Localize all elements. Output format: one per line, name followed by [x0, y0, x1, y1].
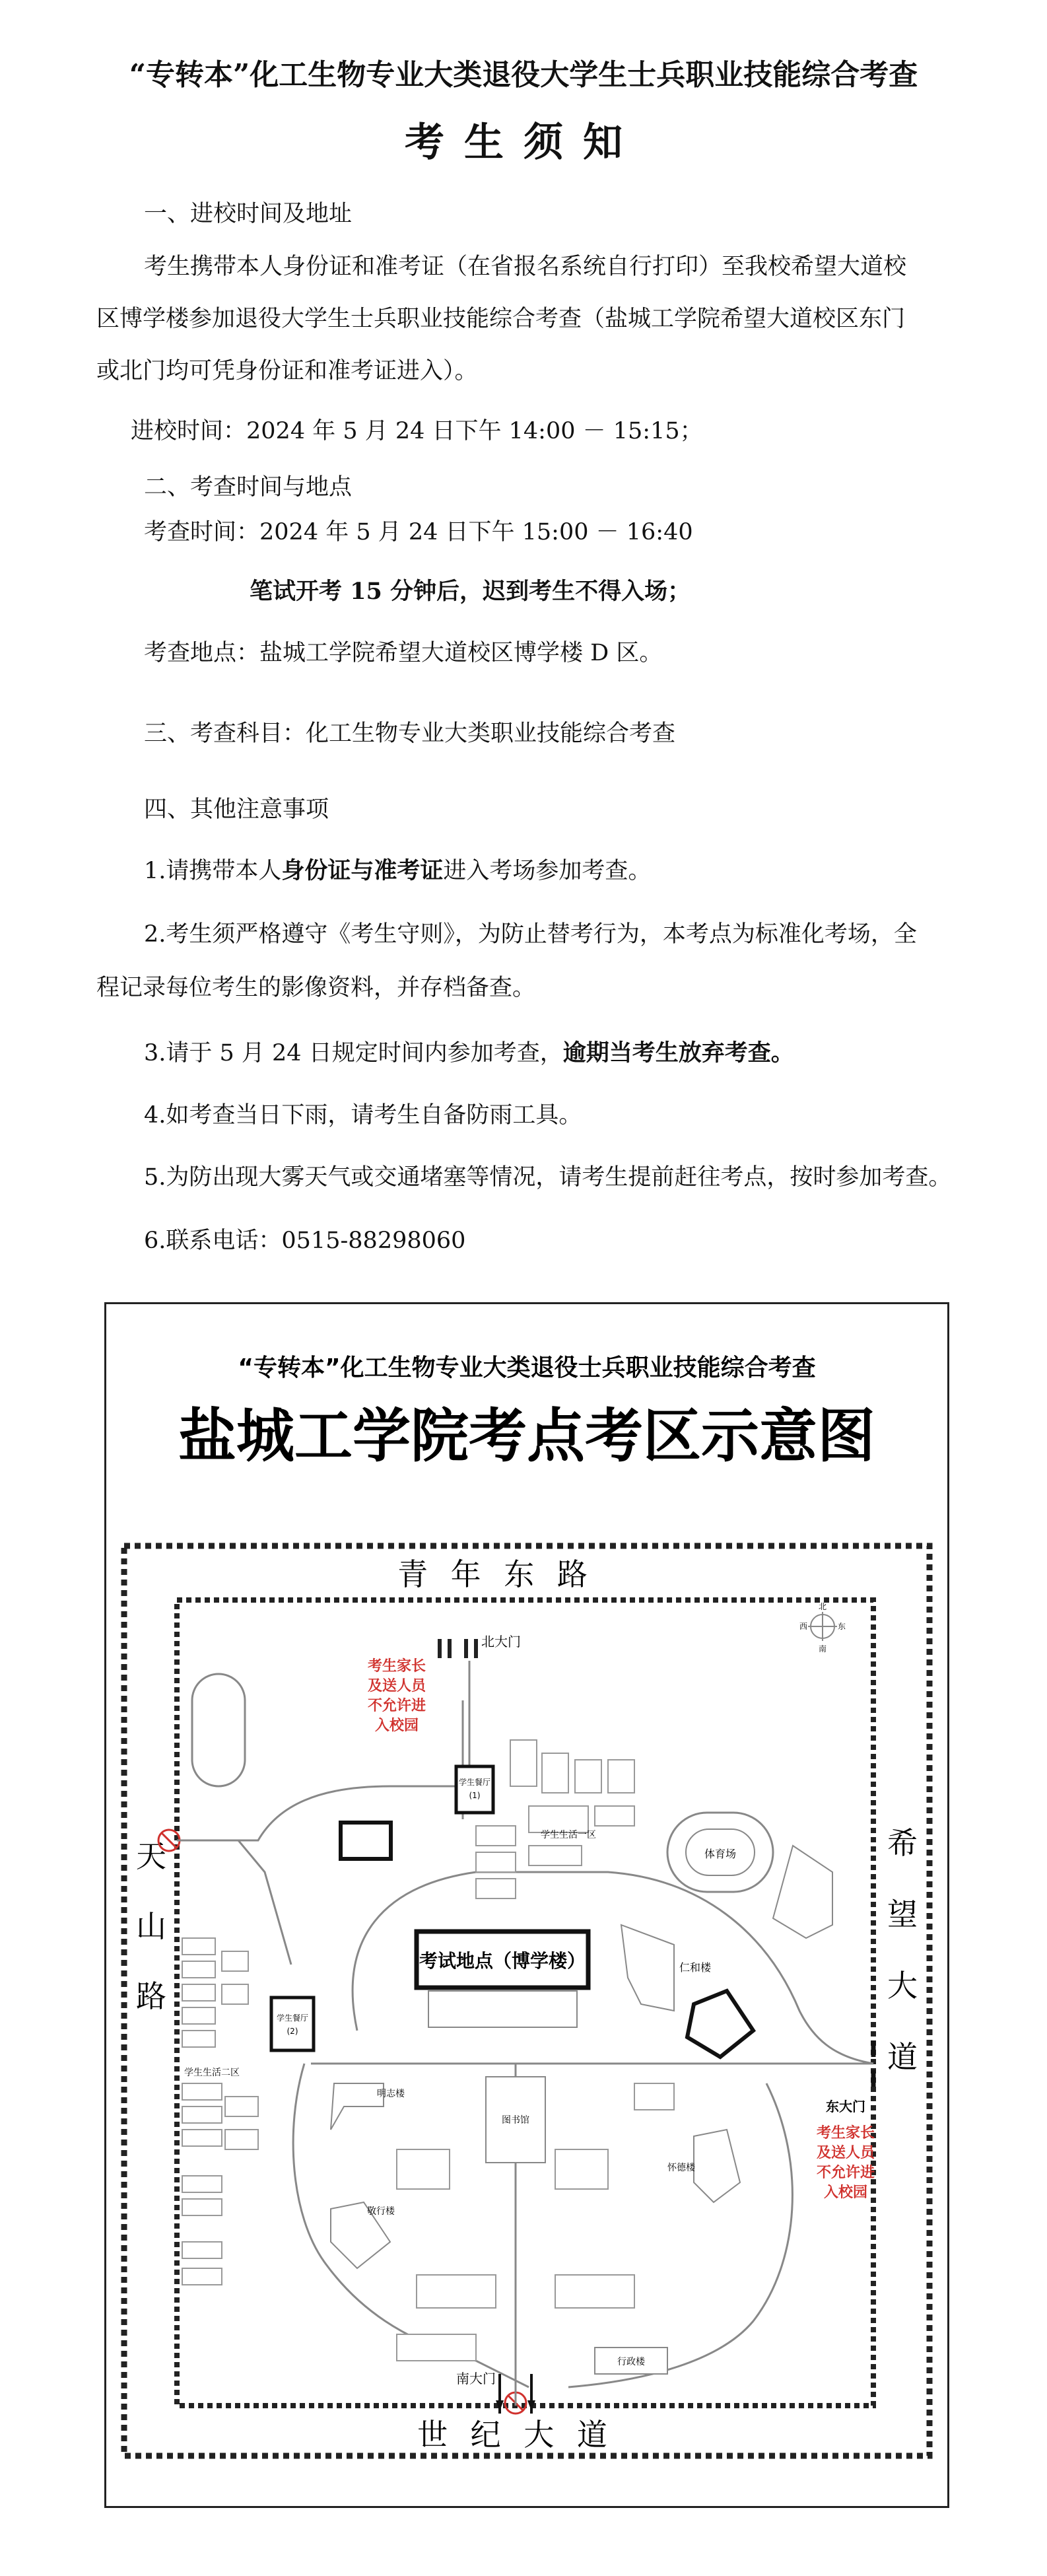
canteen-1-building — [456, 1766, 493, 1813]
east-warning-line1: 考生家长 — [816, 2125, 875, 2141]
east-warning-line4: 入校园 — [823, 2184, 868, 2201]
section1-para-line2: 区博学楼参加退役大学生士兵职业技能综合考查（盐城工学院希望大道校区东门 — [96, 306, 906, 332]
exam-building — [417, 1932, 588, 2027]
renhe-building — [621, 1925, 674, 2011]
map-main-title: 盐城工学院考点考区示意图 — [178, 1402, 876, 1470]
section1-para-line3: 或北门均可凭身份证和准考证进入）。 — [96, 358, 478, 384]
south-gate-label: 南大门 — [456, 2371, 496, 2386]
exam-location-label: 考查地点： — [144, 640, 260, 666]
east-courts — [773, 1846, 832, 1938]
map-top-title: “专转本”化工生物专业大类退役士兵职业技能综合考查 — [238, 1354, 816, 1381]
exam-time — [144, 518, 693, 546]
admin-label: 行政楼 — [617, 2357, 645, 2367]
road-west-char-2: 山 — [136, 1908, 166, 1944]
road-east-char-1: 希 — [887, 1825, 918, 1861]
exam-location-value: 盐城工学院希望大道校区博学楼 D 区。 — [259, 640, 663, 666]
road-east-char-3: 大 — [887, 1968, 918, 2003]
compass-east: 东 — [837, 1622, 846, 1631]
notice-item-4: 4.如考查当日下雨，请考生自备防雨工具。 — [144, 1102, 582, 1129]
road-south-label: 世 纪 大 道 — [417, 2417, 614, 2453]
notice-item-2-line1: 2.考生须严格遵守《考生守则》，为防止替考行为，本考点为标准化考场，全 — [144, 921, 917, 948]
notice-item-1 — [144, 857, 651, 885]
mingzhi-label: 明志楼 — [377, 2089, 405, 2099]
library-label: 图书馆 — [502, 2115, 529, 2126]
entry-time — [131, 417, 703, 445]
jingxing-label: 敬行楼 — [367, 2206, 395, 2217]
north-warning-line1: 考生家长 — [367, 1658, 426, 1675]
gym-label: 体育场 — [704, 1848, 737, 1860]
exam-location — [144, 639, 662, 667]
dorm-area-1-label: 学生生活一区 — [541, 1830, 596, 1840]
section4-heading: 四、其他注意事项 — [144, 796, 329, 823]
section1-para-line1: 考生携带本人身份证和准考证（在省报名系统自行打印）至我校希望大道校 — [144, 254, 907, 280]
notice-item-2-line2: 程记录每位考生的影像资料，并存档备查。 — [96, 975, 536, 1001]
canteen-2-number: (2) — [287, 2027, 298, 2036]
renhe-label: 仁和楼 — [679, 1961, 712, 1974]
entry-time-label: 进校时间： — [131, 418, 247, 444]
north-gate-label: 北大门 — [481, 1634, 521, 1650]
road-east-char-2: 望 — [887, 1897, 918, 1932]
campus-map — [104, 1302, 949, 2508]
canteen-2-building — [271, 1998, 314, 2050]
north-gate — [440, 1639, 476, 1658]
item3-bold: 逾期当考生放弃考查。 — [562, 1039, 794, 1066]
nw-oval-field — [192, 1674, 245, 1786]
notice-item-3 — [144, 1039, 794, 1067]
compass-icon — [799, 1602, 846, 1654]
huaide-label: 怀德楼 — [667, 2163, 695, 2173]
east-warning-line3: 不允许进 — [816, 2165, 875, 2181]
section3-heading: 三、考查科目：化工生物专业大类职业技能综合考查 — [144, 720, 676, 747]
section1-heading: 一、进校时间及地址 — [144, 201, 353, 227]
notice-subtitle: 考生须知 — [405, 120, 642, 166]
north-warning-line3: 不允许进 — [367, 1698, 426, 1714]
road-east-char-4: 道 — [887, 2039, 918, 2075]
road-west-char-3: 路 — [136, 1978, 166, 2014]
east-gate-label: 东大门 — [826, 2099, 865, 2114]
entry-time-value: 2024 年 5 月 24 日下午 14:00 － 15:15； — [246, 418, 703, 444]
item1-text-end: 进入考场参加考查。 — [443, 858, 652, 884]
section2-heading: 二、考查时间与地点 — [144, 474, 353, 501]
canteen-1-number: (1) — [469, 1791, 481, 1800]
huaide-building — [694, 2130, 740, 2202]
north-warning-line4: 入校园 — [374, 1718, 419, 1734]
road-south-east-curve — [568, 2083, 792, 2387]
dorm-area-2-buildings — [182, 1938, 258, 2285]
renhe-east-building — [687, 1991, 753, 2057]
dorm-area-1-buildings — [476, 1740, 634, 1898]
road-north-label: 青 年 东 路 — [397, 1556, 594, 1592]
document-title: “专转本”化工生物专业大类退役大学生士兵职业技能综合考查 — [129, 58, 918, 92]
compass-west: 西 — [799, 1622, 808, 1631]
road-west-char-1: 天 — [136, 1838, 166, 1874]
late-notice: 笔试开考 15 分钟后，迟到考生不得入场； — [250, 578, 691, 605]
dorm-area-2-label: 学生生活二区 — [184, 2068, 240, 2078]
west-building — [341, 1823, 391, 1859]
notice-item-6: 6.联系电话：0515-88298060 — [144, 1228, 466, 1254]
exam-site-label: 考试地点（博学楼） — [419, 1950, 586, 1972]
campus-map-drawing — [106, 1304, 947, 2506]
exam-time-label: 考查时间： — [144, 519, 260, 545]
exam-time-value: 2024 年 5 月 24 日下午 15:00 － 16:40 — [259, 519, 693, 545]
mingzhi-building — [331, 2083, 384, 2130]
canteen-2-label: 学生餐厅 — [276, 2013, 309, 2023]
east-warning-line2: 及送人员 — [816, 2145, 875, 2161]
compass-north: 北 — [818, 1602, 827, 1611]
item1-bold: 身份证与准考证 — [281, 857, 444, 884]
item1-text: 1.请携带本人 — [144, 858, 282, 884]
canteen-1-label: 学生餐厅 — [458, 1778, 491, 1787]
north-warning-line2: 及送人员 — [367, 1678, 426, 1694]
compass-south: 南 — [818, 1644, 827, 1654]
item3-text: 3.请于 5 月 24 日规定时间内参加考查， — [144, 1040, 563, 1066]
notice-item-5: 5.为防出现大雾天气或交通堵塞等情况，请考生提前赶往考点，按时参加考查。 — [144, 1164, 952, 1191]
